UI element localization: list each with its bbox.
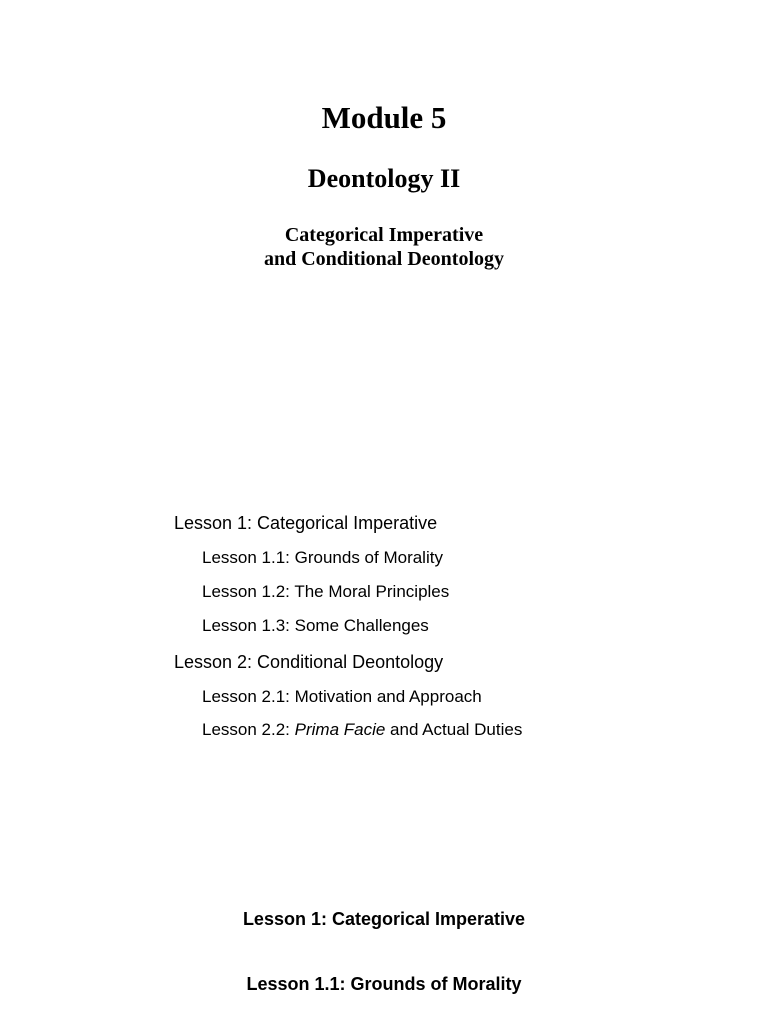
toc-lesson-2-2-italic: Prima Facie: [294, 720, 386, 739]
section-heading-lesson-1-1: Lesson 1.1: Grounds of Morality: [246, 974, 522, 994]
toc-lesson-1-3: Lesson 1.3: Some Challenges: [202, 616, 429, 635]
module-topic-line-2: and Conditional Deontology: [263, 248, 505, 270]
section-heading-lesson-1: Lesson 1: Categorical Imperative: [242, 909, 526, 929]
toc-lesson-2-1: Lesson 2.1: Motivation and Approach: [202, 687, 482, 706]
toc-lesson-2-2: [202, 719, 522, 741]
toc-lesson-1: Lesson 1: Categorical Imperative: [174, 513, 438, 533]
toc-lesson-2-2-prefix: Lesson 2.2:: [202, 720, 295, 739]
toc-lesson-1-2: Lesson 1.2: The Moral Principles: [202, 582, 450, 601]
toc-lesson-2-2-suffix: and Actual Duties: [385, 720, 523, 739]
toc-lesson-1-1: Lesson 1.1: Grounds of Morality: [202, 548, 443, 567]
toc-lesson-2: Lesson 2: Conditional Deontology: [174, 652, 444, 672]
module-title: Module 5: [321, 100, 447, 135]
module-topic-line-1: Categorical Imperative: [284, 224, 484, 246]
module-subtitle: Deontology II: [307, 164, 461, 193]
